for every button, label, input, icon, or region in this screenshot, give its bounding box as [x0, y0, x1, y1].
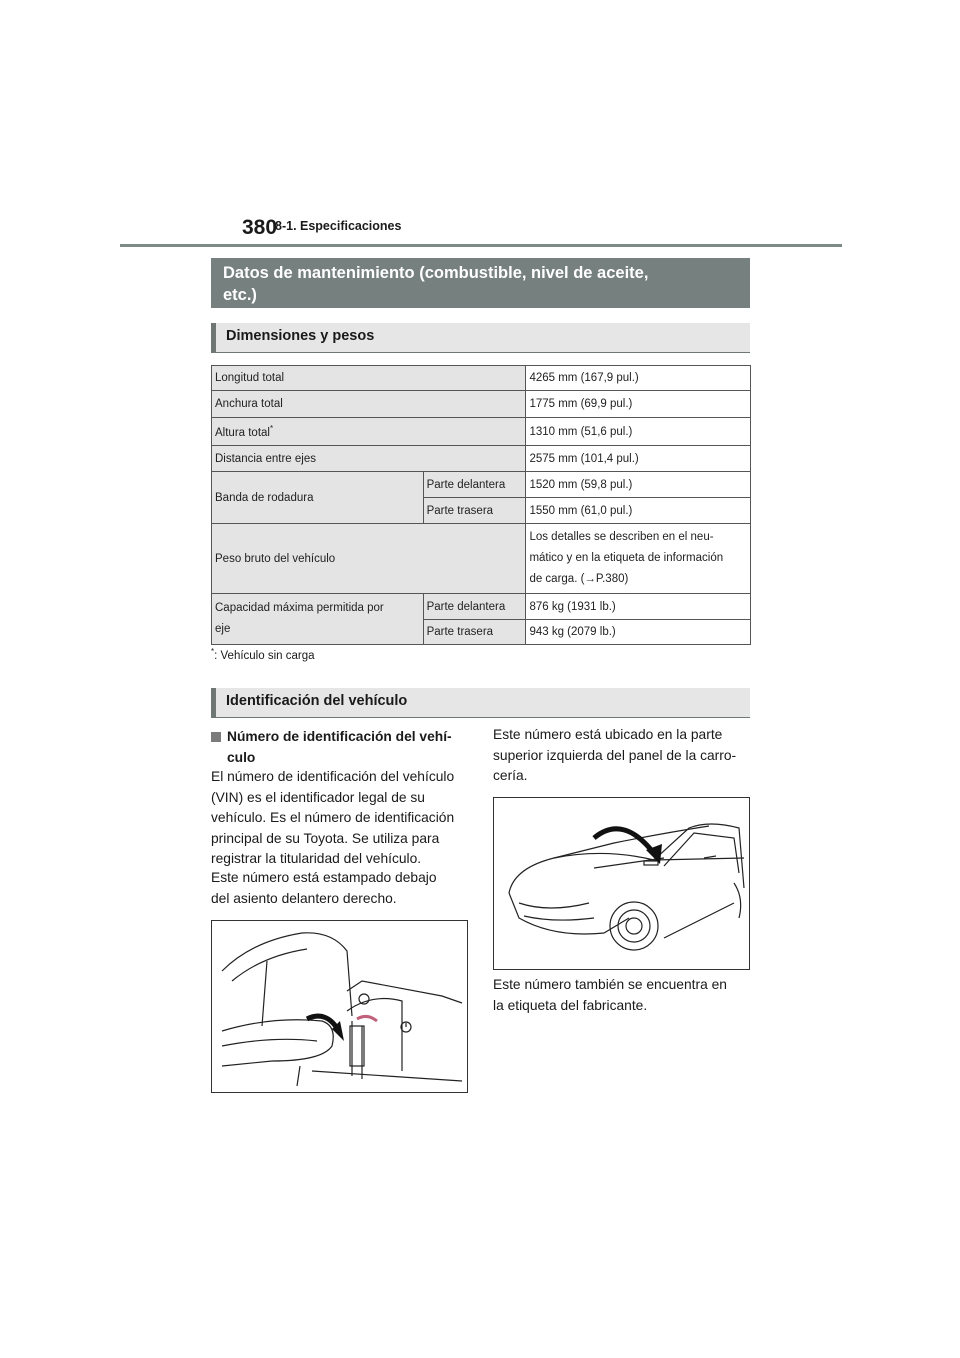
table-row	[212, 418, 751, 446]
vin-paragraph-line-1: El número de identificación del vehículo	[211, 769, 455, 784]
gross-weight-value	[526, 524, 751, 594]
dash-paragraph-line-2: superior izquierda del panel de la carro-	[493, 747, 737, 763]
seat-paragraph	[211, 868, 473, 909]
bullet-square-icon	[211, 732, 221, 742]
axle-capacity-label-line-1: Capacidad máxima permitida por	[215, 602, 384, 614]
length-label: Longitud total	[212, 366, 526, 391]
identification-heading: Identificación del vehículo	[211, 688, 750, 718]
footnote-mark: *	[211, 647, 215, 656]
dash-paragraph-line-3: cería.	[493, 768, 528, 783]
gross-weight-label: Peso bruto del vehículo	[212, 524, 526, 594]
page-number: 380	[242, 216, 278, 239]
tread-rear-value: 1550 mm (61,0 pul.)	[526, 498, 751, 524]
header-divider	[120, 244, 842, 247]
dash-paragraph-line-1: Este número está ubicado en la parte	[493, 727, 723, 742]
table-row	[212, 391, 751, 418]
table-row	[212, 366, 751, 391]
seat-paragraph-line-1: Este número está estampado debajo	[211, 870, 437, 885]
tread-label: Banda de rodadura	[212, 472, 424, 524]
table-row	[212, 446, 751, 472]
height-footnote-mark: *	[269, 424, 274, 434]
seat-paragraph-line-2: del asiento delantero derecho.	[211, 890, 397, 906]
main-banner-line-1: Datos de mantenimiento (combustible, nivel de aceite,	[223, 264, 649, 282]
vin-heading	[211, 727, 466, 768]
axle-rear-value: 943 kg (2079 lb.)	[526, 620, 751, 645]
section-title: 8-1. Especificaciones	[275, 219, 402, 233]
dimensions-table	[211, 365, 751, 645]
main-banner-line-2: etc.)	[223, 286, 257, 304]
length-value: 4265 mm (167,9 pul.)	[526, 366, 751, 391]
gross-weight-line-2: mático y en la etiqueta de información	[529, 552, 724, 564]
label-paragraph-line-1: Este número también se encuentra en	[493, 977, 727, 992]
vin-paragraph	[211, 767, 473, 870]
axle-capacity-label-line-2: eje	[215, 623, 231, 635]
label-paragraph	[493, 975, 755, 1016]
vin-heading-line-2: culo	[227, 749, 256, 765]
axle-rear-label: Parte trasera	[423, 620, 526, 645]
table-footnote	[211, 647, 315, 662]
seat-illustration-drawing	[212, 921, 467, 1092]
table-row	[212, 472, 751, 498]
height-label: Altura total	[215, 426, 270, 439]
width-value: 1775 mm (69,9 pul.)	[526, 391, 751, 418]
table-row	[212, 594, 751, 620]
vin-paragraph-line-2: (VIN) es el identificador legal de su	[211, 789, 425, 805]
gross-weight-line-3: de carga. (→P.380)	[529, 573, 629, 585]
main-section-banner	[211, 258, 750, 308]
vin-paragraph-line-3: vehículo. Es el número de identificación	[211, 810, 455, 825]
tread-rear-label: Parte trasera	[423, 498, 526, 524]
table-row	[212, 524, 751, 594]
vin-heading-line-1: Número de identificación del vehí-	[227, 729, 452, 744]
axle-capacity-label	[212, 594, 424, 645]
tread-front-label: Parte delantera	[423, 472, 526, 498]
car-illustration-drawing	[494, 798, 749, 969]
vin-paragraph-line-5: registrar la titularidad del vehículo.	[211, 851, 422, 866]
axle-front-value: 876 kg (1931 lb.)	[526, 594, 751, 620]
gross-weight-line-1: Los detalles se describen en el neu-	[529, 531, 714, 543]
label-paragraph-line-2: la etiqueta del fabricante.	[493, 997, 648, 1013]
dimensions-heading: Dimensiones y pesos	[211, 323, 750, 353]
wheelbase-value: 2575 mm (101,4 pul.)	[526, 446, 751, 472]
seat-vin-illustration	[211, 920, 468, 1093]
vin-paragraph-line-4: principal de su Toyota. Se utiliza para	[211, 830, 440, 846]
axle-front-label: Parte delantera	[423, 594, 526, 620]
height-value: 1310 mm (51,6 pul.)	[526, 418, 751, 446]
width-label: Anchura total	[212, 391, 526, 418]
tread-front-value: 1520 mm (59,8 pul.)	[526, 472, 751, 498]
height-label-cell	[212, 418, 526, 446]
wheelbase-label: Distancia entre ejes	[212, 446, 526, 472]
footnote-text: : Vehículo sin carga	[214, 649, 315, 662]
car-vin-illustration	[493, 797, 750, 970]
dash-paragraph	[493, 725, 755, 787]
